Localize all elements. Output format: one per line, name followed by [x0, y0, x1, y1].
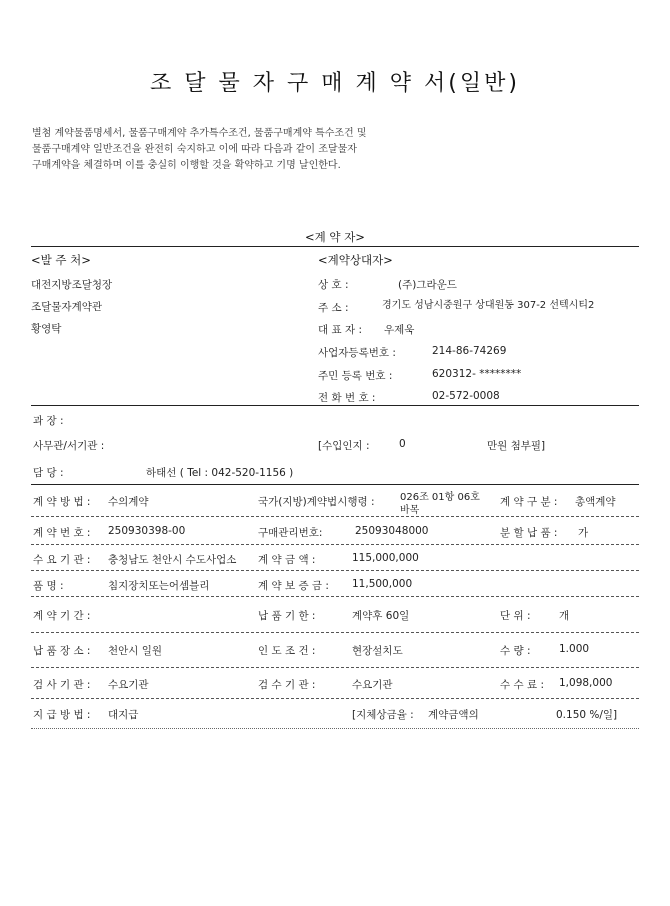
- contractor-heading: <계 약 자>: [305, 230, 365, 244]
- divider-line: [31, 667, 639, 668]
- orderer-person: 황영탁: [31, 323, 62, 335]
- number-value: 250930398-00: [108, 525, 186, 537]
- pay-label: 지 급 방 법 :: [33, 709, 91, 721]
- inspect-value: 수요기관: [108, 679, 149, 691]
- orderer-name: 대전지방조달청장: [31, 279, 113, 291]
- delivery-label: 납 품 기 한 :: [258, 610, 316, 622]
- bizno-value: 214-86-74269: [432, 345, 507, 357]
- item-label: 품 명 :: [33, 580, 64, 592]
- unit-value: 개: [559, 610, 570, 622]
- amount-label: 계 약 금 액 :: [258, 554, 316, 566]
- manager-value: 하태선 ( Tel : 042-520-1156 ): [146, 467, 294, 479]
- agency-value: 충청남도 천안시 수도사업소: [108, 554, 237, 566]
- address-label: 주 소 :: [318, 302, 349, 314]
- chief-label: 과 장 :: [33, 415, 64, 427]
- method-value: 수의계약: [108, 496, 149, 508]
- resno-value: 620312- ********: [432, 368, 522, 380]
- stamp-tail: 만원 첨부필]: [487, 440, 546, 452]
- ceo-label: 대 표 자 :: [318, 324, 362, 336]
- amount-value: 115,000,000: [352, 552, 419, 564]
- intro-line-3: 구매계약을 체결하며 이를 충실히 이행할 것을 확약하고 기명 날인한다.: [32, 160, 341, 171]
- director-label: 사무관/서기관 :: [33, 440, 105, 452]
- law-value-1: 026조 01항 06호: [400, 492, 480, 503]
- law-value-2: 바목: [400, 505, 420, 516]
- divider-line: [31, 484, 639, 485]
- document-title: 조 달 물 자 구 매 계 약 서(일반): [150, 71, 520, 96]
- phone-value: 02-572-0008: [432, 390, 500, 402]
- intro-line-2: 물품구매계약 일반조건을 완전히 숙지하고 이에 따라 다음과 같이 조달물자: [32, 144, 357, 155]
- reqno-label: 구매관리번호:: [258, 527, 323, 539]
- method-label: 계 약 방 법 :: [33, 496, 91, 508]
- intro-line-1: 별첨 계약물품명세서, 물품구매계약 추가특수조건, 물품구매계약 특수조건 및: [32, 128, 367, 139]
- orderer-officer: 조달물자계약관: [31, 301, 103, 313]
- terms-value: 현장설치도: [352, 645, 403, 657]
- agency-label: 수 요 기 관 :: [33, 554, 91, 566]
- qty-label: 수 량 :: [500, 645, 531, 657]
- resno-label: 주민 등록 번호 :: [318, 370, 393, 382]
- divider-line: [31, 596, 639, 597]
- split-label: 분 할 납 품 :: [500, 527, 558, 539]
- terms-label: 인 도 조 건 :: [258, 645, 316, 657]
- number-label: 계 약 번 호 :: [33, 527, 91, 539]
- inspect-label: 검 사 기 관 :: [33, 679, 91, 691]
- divider-line: [31, 728, 639, 729]
- deposit-label: 계 약 보 증 금 :: [258, 580, 329, 592]
- penalty-label: [지체상금율 :: [352, 709, 414, 721]
- delivery-value: 계약후 60일: [352, 610, 410, 622]
- reqno-value: 25093048000: [355, 525, 429, 537]
- qty-value: 1.000: [559, 643, 590, 655]
- fee-label: 수 수 료 :: [500, 679, 544, 691]
- fee-value: 1,098,000: [559, 677, 613, 689]
- stamp-label: [수입인지 :: [318, 440, 370, 452]
- pay-value: 대지급: [108, 709, 139, 721]
- company-value: (주)그라운드: [398, 279, 457, 291]
- manager-label: 담 당 :: [33, 467, 64, 479]
- unit-label: 단 위 :: [500, 610, 531, 622]
- orderer-heading: <발 주 처>: [31, 253, 91, 267]
- accept-value: 수요기관: [352, 679, 393, 691]
- divider-line: [31, 544, 639, 545]
- company-label: 상 호 :: [318, 279, 349, 291]
- accept-label: 검 수 기 관 :: [258, 679, 316, 691]
- divider-line: [31, 405, 639, 406]
- type-label: 계 약 구 분 :: [500, 496, 558, 508]
- penalty-value: 0.150 %/일]: [556, 709, 618, 721]
- ceo-value: 우제욱: [384, 324, 415, 336]
- address-value: 경기도 성남시중원구 상대원동 307-2 선텍시티2: [382, 300, 595, 311]
- phone-label: 전 화 번 호 :: [318, 392, 376, 404]
- place-value: 천안시 일원: [108, 645, 163, 657]
- divider-line: [31, 246, 639, 247]
- item-value: 침지장치또는어셈블리: [108, 580, 210, 592]
- type-value: 총액계약: [575, 496, 616, 508]
- divider-line: [31, 632, 639, 633]
- split-value: 가: [578, 527, 589, 539]
- place-label: 납 품 장 소 :: [33, 645, 91, 657]
- divider-line: [31, 698, 639, 699]
- stamp-value: 0: [399, 438, 406, 450]
- period-label: 계 약 기 간 :: [33, 610, 91, 622]
- law-label: 국가(지방)계약법시행령 :: [258, 496, 375, 508]
- deposit-value: 11,500,000: [352, 578, 413, 590]
- counterparty-heading: <계약상대자>: [318, 253, 393, 267]
- penalty-mid: 계약금액의: [428, 709, 479, 721]
- divider-line: [31, 570, 639, 571]
- bizno-label: 사업자등록번호 :: [318, 347, 396, 359]
- divider-line: [31, 516, 639, 517]
